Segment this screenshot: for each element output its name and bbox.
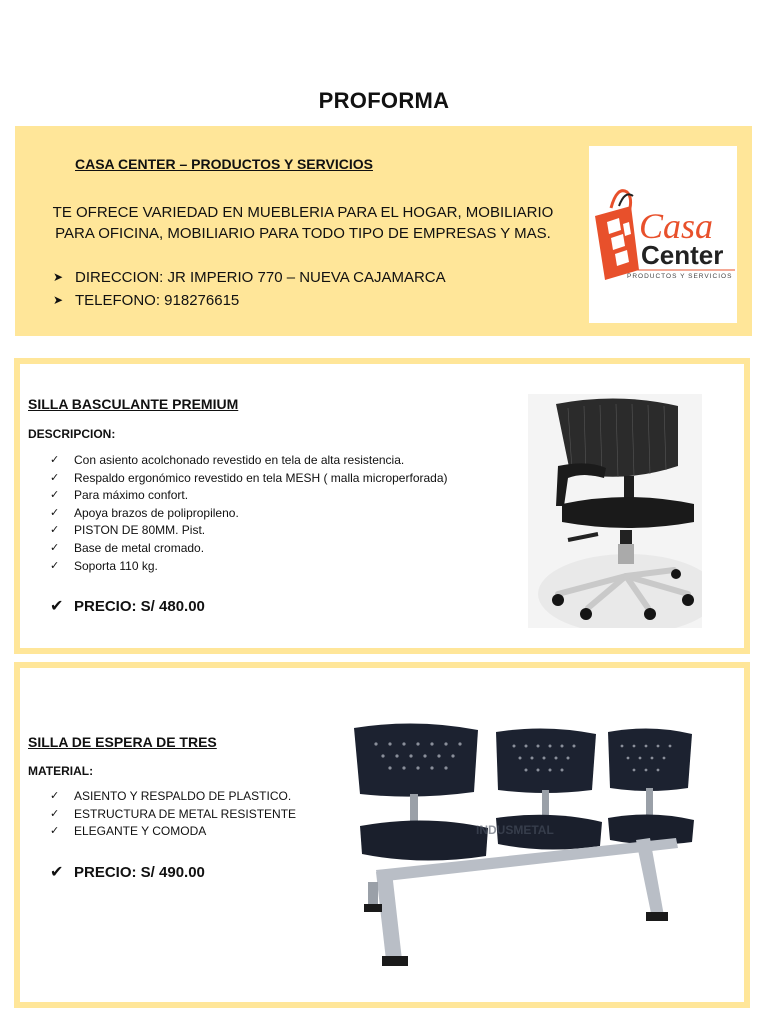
list-item: ✓ ESTRUCTURA DE METAL RESISTENTE [50, 806, 296, 824]
list-item: ✓ PISTON DE 80MM. Pist. [50, 522, 448, 540]
waiting-bench-icon [346, 720, 706, 984]
check-icon: ✓ [50, 559, 60, 572]
arrow-bullet-icon: ➤ [53, 270, 64, 284]
check-icon: ✓ [50, 790, 60, 802]
product-price: ✔ PRECIO: S/ 480.00 [50, 597, 205, 615]
logo-word-2: Center [641, 240, 724, 270]
page-title: PROFORMA [318, 88, 450, 113]
tagline-line-2: PARA OFICINA, MOBILIARIO PARA TODO TIPO DE EMPRESAS Y MAS. [55, 225, 551, 242]
product-label: DESCRIPCION: [28, 427, 116, 441]
feature-list [50, 452, 448, 575]
company-header [15, 126, 752, 336]
logo-subtitle: PRODUCTOS Y SERVICIOS [627, 273, 733, 280]
company-name: CASA CENTER – PRODUCTOS Y SERVICIOS [75, 156, 373, 172]
shopping-bag-logo-icon [589, 146, 737, 323]
product-card-1 [14, 358, 750, 654]
list-item: ✓ Apoya brazos de polipropileno. [50, 505, 448, 523]
product-price: ✔ PRECIO: S/ 490.00 [50, 863, 205, 881]
contact-list [53, 266, 446, 312]
office-chair-icon [528, 394, 702, 628]
phone-text: TELEFONO: 918276615 [75, 292, 240, 309]
product-name: SILLA BASCULANTE PREMIUM [28, 396, 239, 412]
product-name: SILLA DE ESPERA DE TRES [28, 734, 217, 750]
list-item: ✓ Base de metal cromado. [50, 540, 448, 558]
check-icon: ✓ [50, 541, 60, 554]
list-item: ✓ ELEGANTE Y COMODA [50, 823, 296, 841]
watermark-text: INDUSMETAL [476, 823, 554, 837]
tagline-line-1: TE OFRECE VARIEDAD EN MUEBLERIA PARA EL HOGAR, MOBILIARIO [52, 204, 554, 221]
product-card-2 [14, 662, 750, 1008]
contact-address [53, 266, 446, 289]
office-chair-image [528, 394, 702, 628]
contact-phone [53, 289, 446, 312]
check-icon: ✓ [50, 825, 60, 838]
check-icon: ✔ [50, 598, 64, 615]
list-item: ✓ Para máximo confort. [50, 487, 448, 505]
check-icon: ✓ [50, 506, 60, 519]
check-icon: ✓ [50, 807, 60, 820]
list-item: ✓ ASIENTO Y RESPALDO DE PLASTICO. [50, 788, 296, 806]
feature-list [50, 788, 296, 841]
logo-word-1: Casa [639, 206, 714, 246]
check-icon: ✓ [50, 489, 60, 502]
list-item: ✓ Soporta 110 kg. [50, 558, 448, 576]
list-item: ✓ Con asiento acolchonado revestido en tela de alta resistencia. [50, 452, 448, 470]
waiting-bench-image [346, 720, 706, 984]
arrow-bullet-icon: ➤ [53, 293, 64, 307]
company-tagline [43, 202, 563, 244]
check-icon: ✓ [50, 454, 60, 466]
product-label: MATERIAL: [28, 764, 94, 778]
check-icon: ✔ [50, 864, 64, 881]
address-text: DIRECCION: JR IMPERIO 770 – NUEVA CAJAMARCA [75, 269, 446, 286]
check-icon: ✓ [50, 524, 60, 537]
list-item: ✓ Respaldo ergonómico revestido en tela MESH ( malla microperforada) [50, 470, 448, 488]
company-logo [589, 146, 737, 323]
check-icon: ✓ [50, 471, 60, 484]
